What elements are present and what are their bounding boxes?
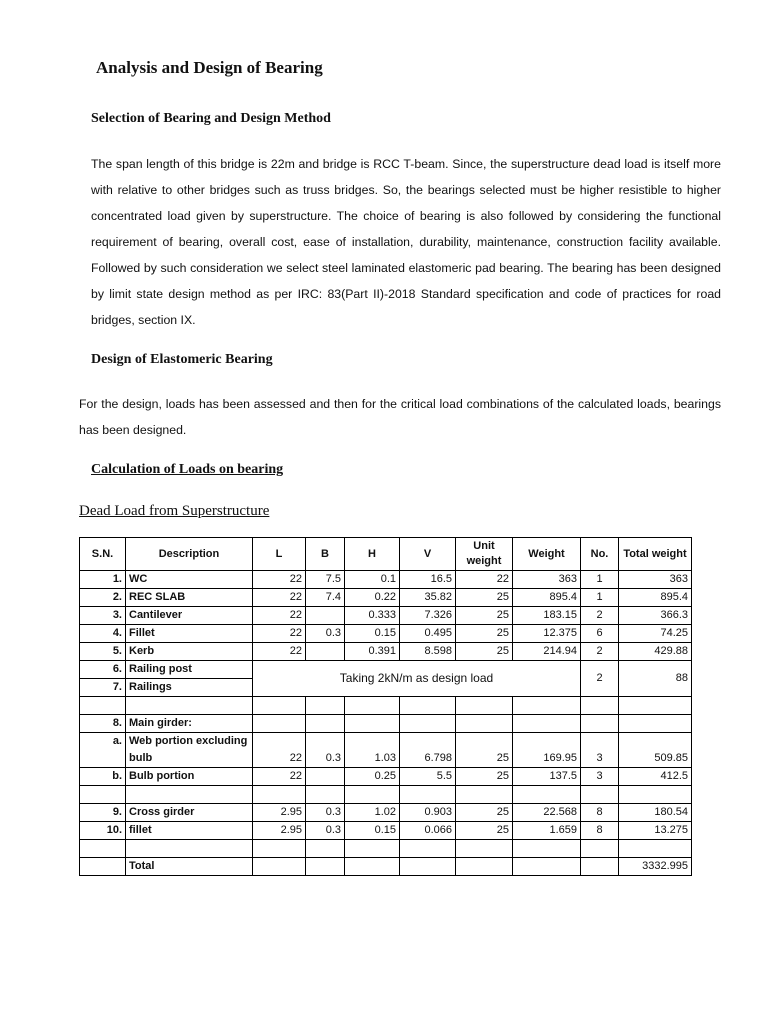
cell-l: 22	[253, 571, 306, 589]
cell-b: 0.3	[306, 625, 345, 643]
cell-weight: 12.375	[513, 625, 581, 643]
cell-h: 0.1	[345, 571, 400, 589]
cell-b	[306, 607, 345, 625]
cell-b: 0.3	[306, 804, 345, 822]
table-row	[80, 571, 692, 589]
cell-v: 5.5	[400, 768, 456, 786]
header-v: V	[400, 538, 456, 571]
cell-sn: 7.	[80, 679, 126, 697]
cell-sn: 10.	[80, 822, 126, 840]
table-row-blank	[80, 697, 692, 715]
table-row	[80, 625, 692, 643]
cell-v: 0.495	[400, 625, 456, 643]
cell-description: Kerb	[126, 643, 253, 661]
cell-b: 0.3	[306, 733, 345, 768]
cell-h: 0.15	[345, 625, 400, 643]
table-row	[80, 822, 692, 840]
document-title: Analysis and Design of Bearing	[96, 58, 323, 77]
cell-weight: 895.4	[513, 589, 581, 607]
table-row	[80, 607, 692, 625]
cell-v: 0.066	[400, 822, 456, 840]
cell-sn: 2.	[80, 589, 126, 607]
header-no: No.	[581, 538, 619, 571]
cell-total-weight: 13.275	[619, 822, 692, 840]
cell-sn: 3.	[80, 607, 126, 625]
cell-no: 2	[581, 661, 619, 697]
cell-description: Cross girder	[126, 804, 253, 822]
heading-dead-load: Dead Load from Superstructure	[79, 503, 270, 519]
cell-no: 3	[581, 768, 619, 786]
cell-no: 3	[581, 733, 619, 768]
cell-b	[306, 768, 345, 786]
cell-unit-weight: 25	[456, 768, 513, 786]
cell-h: 0.391	[345, 643, 400, 661]
cell-weight: 1.659	[513, 822, 581, 840]
cell-no: 8	[581, 822, 619, 840]
header-sn: S.N.	[80, 538, 126, 571]
table-total-row	[80, 858, 692, 876]
cell-l: 22	[253, 589, 306, 607]
cell-total-weight: 74.25	[619, 625, 692, 643]
cell-no: 2	[581, 607, 619, 625]
cell-h: 0.25	[345, 768, 400, 786]
cell-l: 2.95	[253, 804, 306, 822]
cell-description: Main girder:	[126, 715, 253, 733]
cell-sn: 9.	[80, 804, 126, 822]
cell-l: 22	[253, 625, 306, 643]
cell-h: 0.15	[345, 822, 400, 840]
header-unit-weight: Unit weight	[456, 538, 513, 571]
cell-unit-weight: 25	[456, 589, 513, 607]
cell-unit-weight: 22	[456, 571, 513, 589]
cell-no: 1	[581, 571, 619, 589]
cell-total-weight: 366.3	[619, 607, 692, 625]
cell-description: Web portion excluding bulb	[126, 733, 253, 768]
total-label: Total	[126, 858, 253, 876]
cell-h: 0.333	[345, 607, 400, 625]
header-weight: Weight	[513, 538, 581, 571]
cell-b: 7.5	[306, 571, 345, 589]
cell-description: Bulb portion	[126, 768, 253, 786]
header-description: Description	[126, 538, 253, 571]
total-value: 3332.995	[619, 858, 692, 876]
cell-v: 35.82	[400, 589, 456, 607]
cell-v: 6.798	[400, 733, 456, 768]
cell-b: 7.4	[306, 589, 345, 607]
cell-v: 16.5	[400, 571, 456, 589]
header-h: H	[345, 538, 400, 571]
cell-v: 0.903	[400, 804, 456, 822]
cell-unit-weight: 25	[456, 733, 513, 768]
cell-v: 8.598	[400, 643, 456, 661]
table-row-blank	[80, 786, 692, 804]
cell-total-weight: 180.54	[619, 804, 692, 822]
table-row	[80, 715, 692, 733]
cell-l: 22	[253, 733, 306, 768]
heading-loads: Calculation of Loads on bearing	[91, 462, 284, 477]
table-header-row	[80, 538, 692, 571]
cell-l: 22	[253, 607, 306, 625]
cell-description: Railings	[126, 679, 253, 697]
heading-selection: Selection of Bearing and Design Method	[91, 111, 331, 126]
cell-sn: 4.	[80, 625, 126, 643]
railing-note: Taking 2kN/m as design load	[253, 661, 581, 697]
cell-l: 22	[253, 768, 306, 786]
table-row	[80, 589, 692, 607]
table-row-blank	[80, 840, 692, 858]
cell-total-weight: 412.5	[619, 768, 692, 786]
cell-weight: 363	[513, 571, 581, 589]
cell-h: 1.02	[345, 804, 400, 822]
cell-sn: 6.	[80, 661, 126, 679]
cell-no: 8	[581, 804, 619, 822]
cell-description: fillet	[126, 822, 253, 840]
cell-unit-weight: 25	[456, 625, 513, 643]
cell-b: 0.3	[306, 822, 345, 840]
cell-description: WC	[126, 571, 253, 589]
cell-description: REC SLAB	[126, 589, 253, 607]
cell-weight: 169.95	[513, 733, 581, 768]
cell-description: Railing post	[126, 661, 253, 679]
dead-load-table	[79, 537, 692, 876]
cell-weight: 183.15	[513, 607, 581, 625]
header-b: B	[306, 538, 345, 571]
cell-sn: b.	[80, 768, 126, 786]
paragraph-design: For the design, loads has been assessed and then for the critical load combinations of the calculated loads, bearings has been designed.	[79, 397, 721, 437]
table-row	[80, 661, 692, 679]
header-total-weight: Total weight	[619, 538, 692, 571]
cell-unit-weight: 25	[456, 804, 513, 822]
cell-total-weight: 88	[619, 661, 692, 697]
cell-l: 2.95	[253, 822, 306, 840]
table-row	[80, 643, 692, 661]
paragraph-intro: The span length of this bridge is 22m and bridge is RCC T-beam. Since, the superstructure dead load is itself more with relative to other bridges such as truss bridges. So, the bearings selected must be higher resistible to higher concentrated load given by superstructure. The choice of bearing is also followed by considering the functional requirement of bearing, overall cost, ease of installation, durability, maintenance, construction facility available. Followed by such consideration we select steel laminated elastomeric pad bearing. The bearing has been designed by limit state design method as per IRC: 83(Part II)-2018 Standard specification and code of practices for road bridges, section IX.	[91, 157, 721, 327]
cell-total-weight: 895.4	[619, 589, 692, 607]
cell-weight: 22.568	[513, 804, 581, 822]
cell-no: 1	[581, 589, 619, 607]
table-row	[80, 768, 692, 786]
cell-no: 2	[581, 643, 619, 661]
table-row	[80, 733, 692, 768]
cell-total-weight: 363	[619, 571, 692, 589]
cell-b	[306, 643, 345, 661]
cell-v: 7.326	[400, 607, 456, 625]
cell-no: 6	[581, 625, 619, 643]
cell-sn: 5.	[80, 643, 126, 661]
cell-unit-weight: 25	[456, 607, 513, 625]
cell-weight: 137.5	[513, 768, 581, 786]
cell-sn: 8.	[80, 715, 126, 733]
cell-description: Fillet	[126, 625, 253, 643]
header-l: L	[253, 538, 306, 571]
cell-total-weight: 509.85	[619, 733, 692, 768]
cell-unit-weight: 25	[456, 822, 513, 840]
cell-sn: 1.	[80, 571, 126, 589]
cell-h: 0.22	[345, 589, 400, 607]
cell-sn: a.	[80, 733, 126, 768]
cell-h: 1.03	[345, 733, 400, 768]
table-row	[80, 804, 692, 822]
cell-l: 22	[253, 643, 306, 661]
cell-unit-weight: 25	[456, 643, 513, 661]
cell-description: Cantilever	[126, 607, 253, 625]
cell-total-weight: 429.88	[619, 643, 692, 661]
cell-weight: 214.94	[513, 643, 581, 661]
heading-elastomeric: Design of Elastomeric Bearing	[91, 352, 273, 367]
